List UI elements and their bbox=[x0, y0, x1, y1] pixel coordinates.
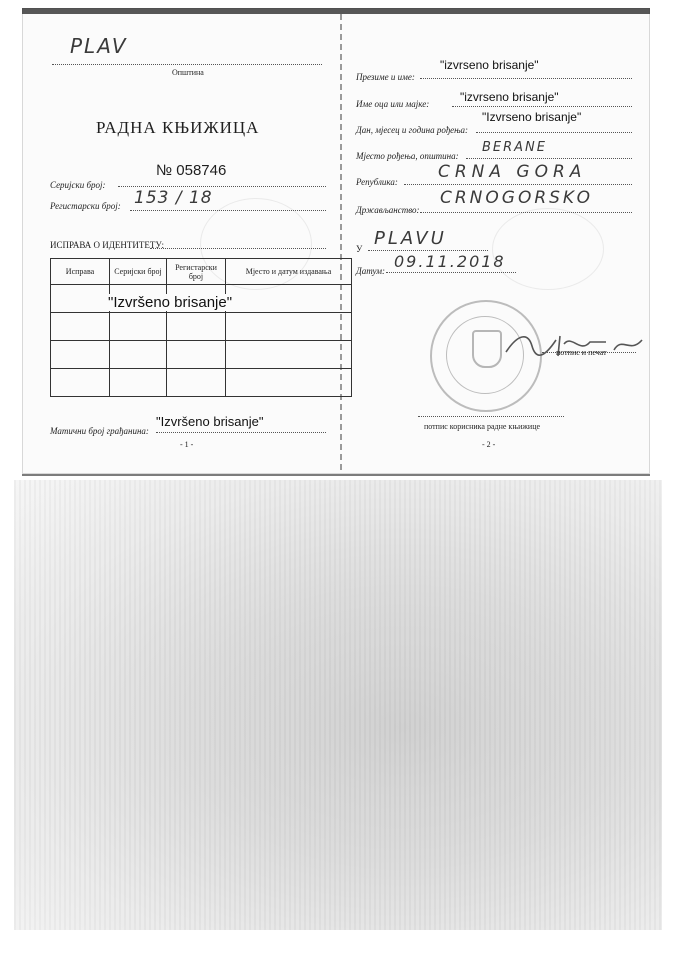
signature-stamp-label: потпис и печат bbox=[556, 348, 607, 357]
municipality-handwritten: PLAV bbox=[70, 34, 128, 58]
republic-label: Република: bbox=[356, 177, 398, 187]
citizenship-label: Држављанство: bbox=[356, 205, 420, 215]
col-serial: Серијски број bbox=[110, 259, 167, 285]
parent-line bbox=[452, 106, 632, 107]
republic-line bbox=[404, 184, 632, 185]
holder-signature-line bbox=[418, 416, 564, 417]
id-documents-table bbox=[50, 258, 352, 397]
page-title: РАДНА КЊИЖИЦА bbox=[96, 118, 260, 137]
table-row bbox=[51, 341, 352, 369]
table-header-row bbox=[51, 259, 352, 285]
parent-label: Име оца или мајке: bbox=[356, 99, 430, 109]
page-number-left: - 1 - bbox=[180, 440, 194, 449]
citizenship-handwritten: CRNOGORSKO bbox=[440, 188, 594, 208]
citizenship-line bbox=[420, 212, 632, 213]
surname-label: Презиме и име: bbox=[356, 72, 415, 82]
registry-label: Регистарски број: bbox=[50, 201, 121, 211]
registry-line bbox=[130, 210, 326, 211]
col-registry: Регистарски број bbox=[167, 259, 226, 285]
citizen-id-line bbox=[156, 432, 326, 433]
birthplace-label: Мјесто рођења, општина: bbox=[356, 151, 459, 161]
birthdate-redaction: "Izvrseno brisanje" bbox=[482, 110, 582, 124]
date-line bbox=[386, 272, 516, 273]
place-label: У bbox=[356, 244, 363, 254]
col-place-date: Мјесто и датум издавања bbox=[226, 259, 352, 285]
date-handwritten: 09.11.2018 bbox=[394, 252, 506, 271]
holder-signature-label: потпис корисника радне књижице bbox=[424, 422, 541, 431]
birthdate-line bbox=[476, 132, 632, 133]
date-label: Датум: bbox=[356, 266, 386, 276]
surname-line bbox=[420, 78, 632, 79]
birthplace-handwritten: BERANE bbox=[482, 140, 547, 155]
table-row bbox=[51, 313, 352, 341]
id-docs-line bbox=[150, 248, 326, 249]
scan-edge bbox=[22, 8, 650, 14]
citizen-id-label: Матични број грађанина: bbox=[50, 426, 149, 436]
id-docs-heading: ИСПРАВА О ИДЕНТИТЕТУ: bbox=[50, 240, 164, 250]
surname-redaction: "izvrseno brisanje" bbox=[440, 58, 539, 72]
table-redaction: "Izvršeno brisanje" bbox=[108, 294, 233, 311]
booklet-fold bbox=[340, 14, 342, 472]
place-line bbox=[368, 250, 488, 251]
registry-handwritten: 153 / 18 bbox=[134, 188, 213, 208]
official-signature bbox=[498, 324, 648, 364]
page-number-right: - 2 - bbox=[482, 440, 496, 449]
parent-redaction: "izvrseno brisanje" bbox=[460, 90, 559, 104]
place-handwritten: PLAVU bbox=[374, 228, 447, 249]
municipality-label: Општина bbox=[172, 68, 204, 77]
birthdate-label: Дан, мјесец и година рођења: bbox=[356, 125, 469, 135]
coat-watermark-right bbox=[492, 208, 604, 290]
citizen-id-redaction: "Izvršeno brisanje" bbox=[156, 414, 264, 429]
serial-line bbox=[118, 186, 326, 187]
serial-number: № 058746 bbox=[156, 162, 227, 179]
serial-label: Серијски број: bbox=[50, 180, 106, 190]
blank-scan-area bbox=[14, 480, 662, 930]
municipality-line bbox=[52, 64, 322, 65]
republic-handwritten: CRNA GORA bbox=[438, 162, 587, 182]
col-document: Исправа bbox=[51, 259, 110, 285]
table-row bbox=[51, 369, 352, 397]
birthplace-line bbox=[466, 158, 632, 159]
